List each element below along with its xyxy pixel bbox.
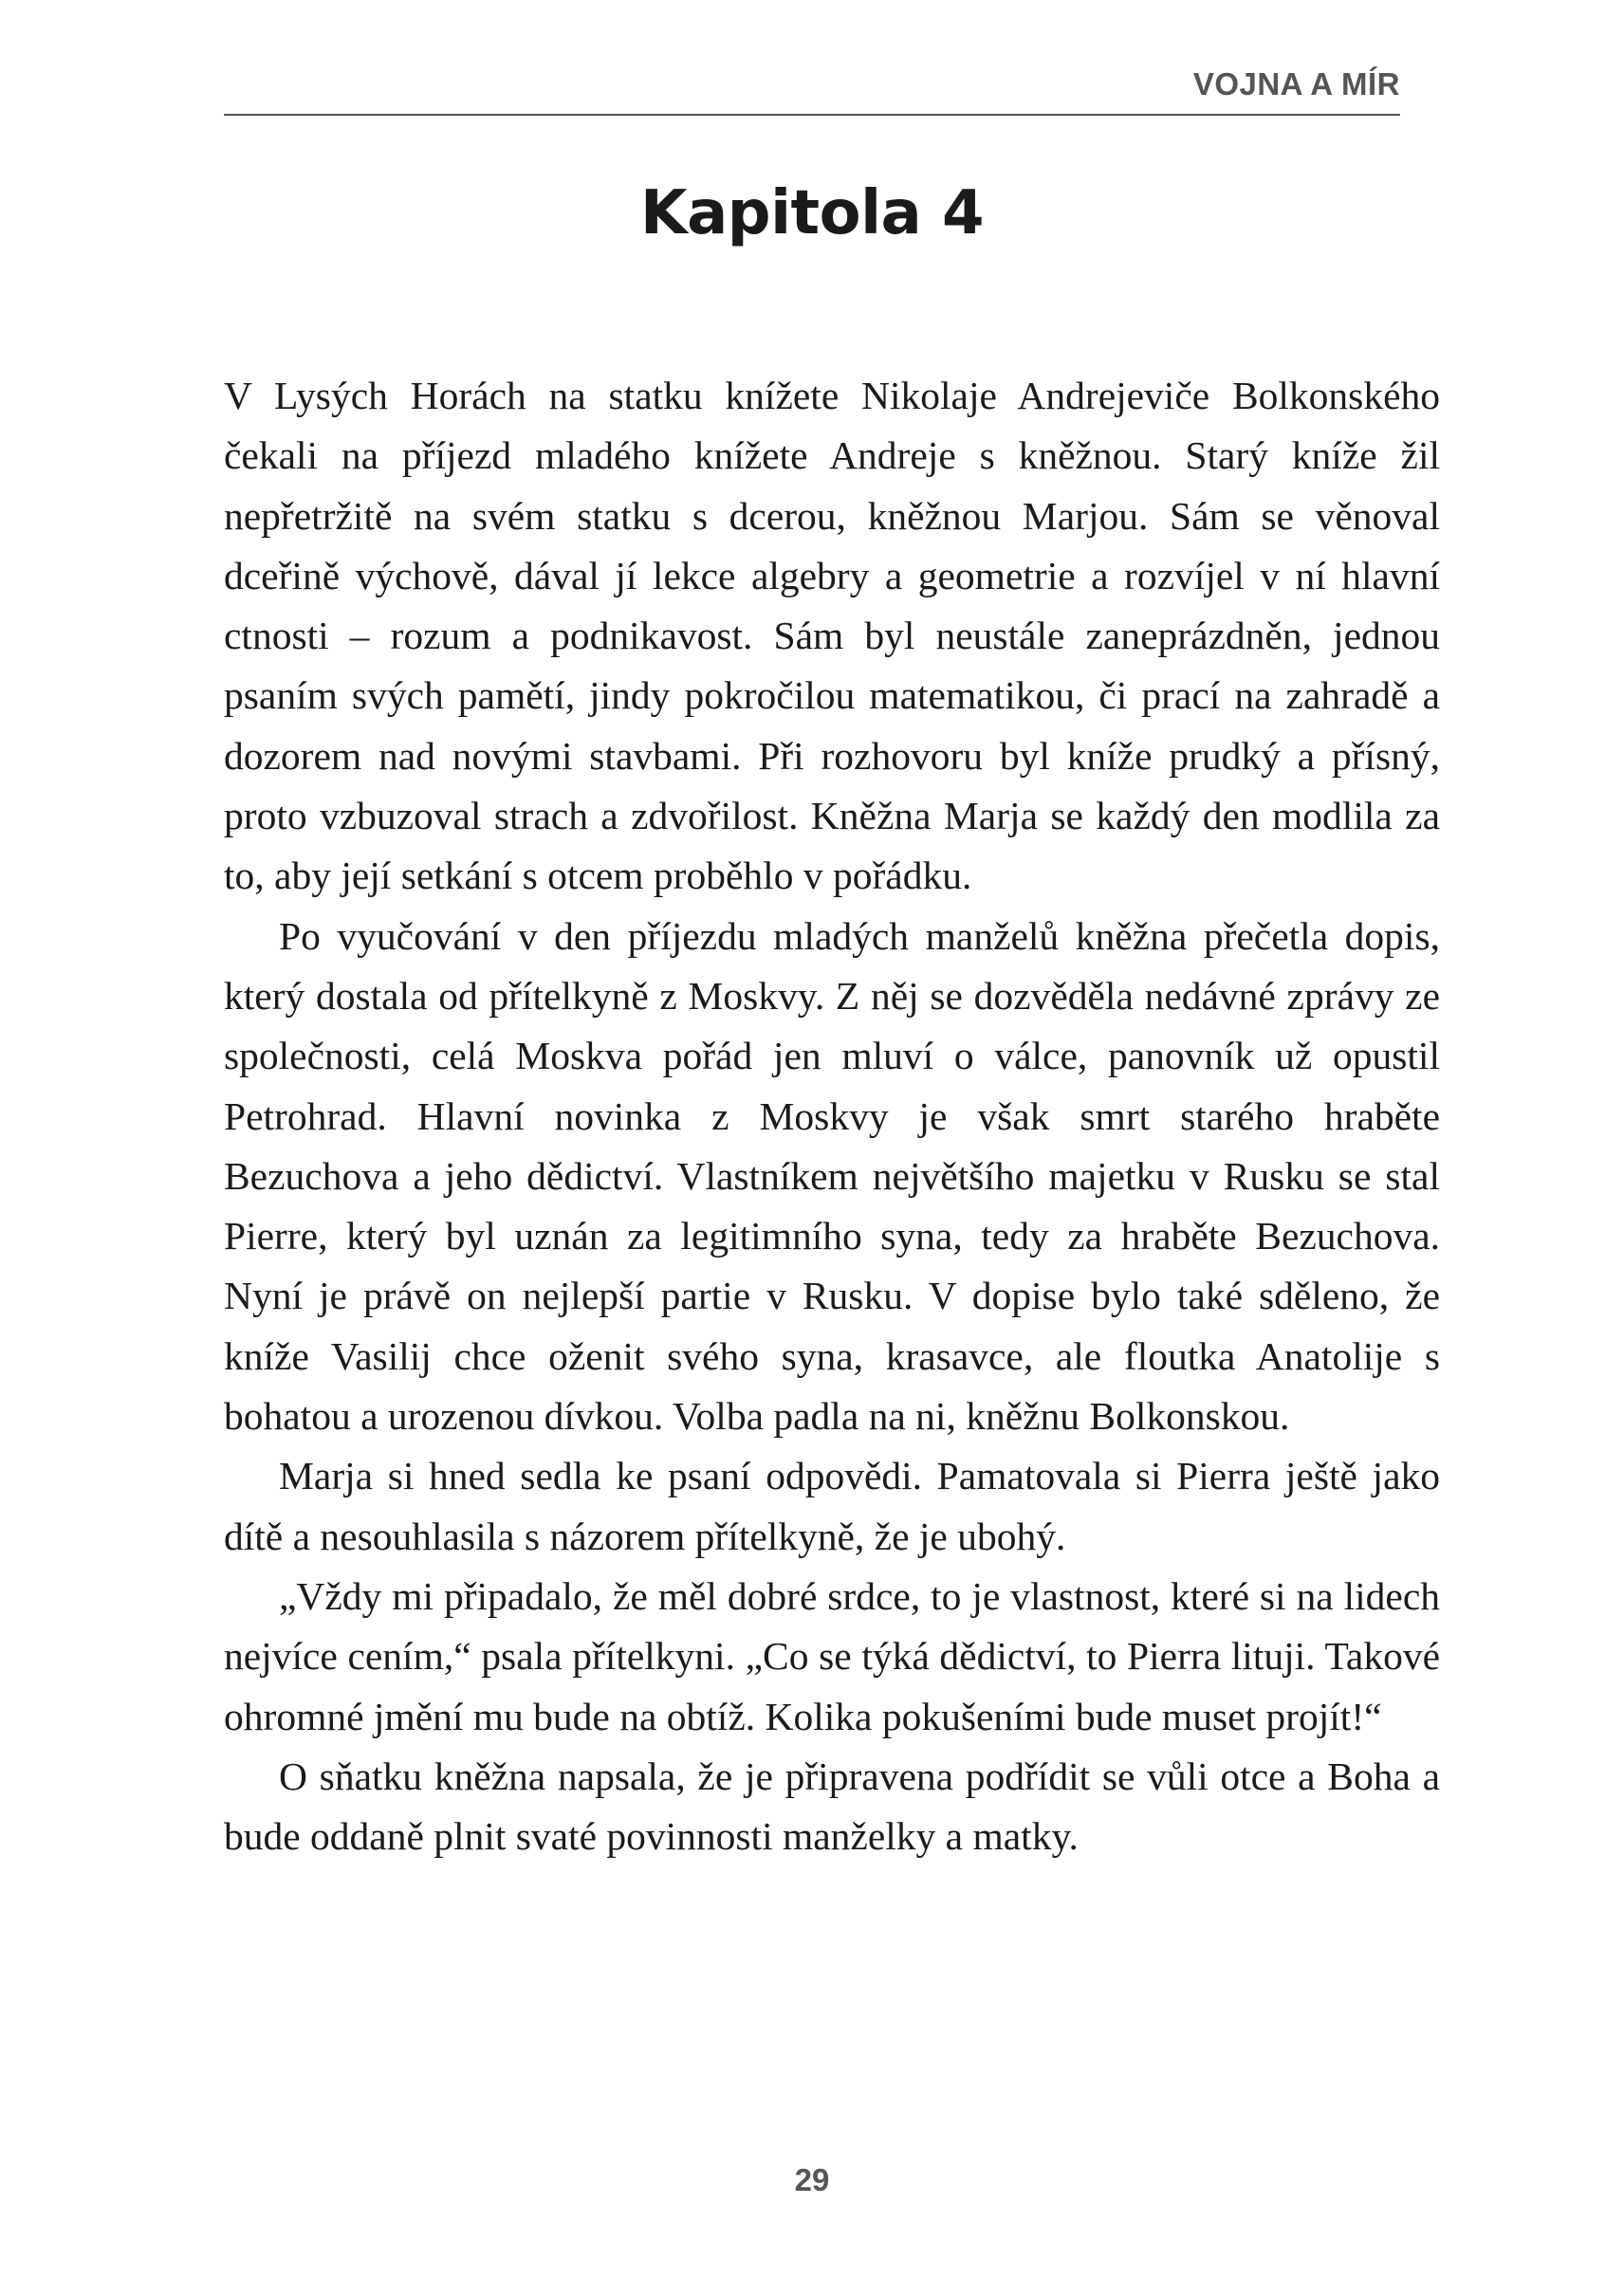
paragraph-4: „Vždy mi připadalo, že měl dobré srdce, to je vlastnost, které si na lidech nejvíce cením,“ psala přítelkyni. „Co se týká dědictví, to Pierra lituji. Takové ohromné jmění mu bude na obtíž. Kolika pokušeními bude muset projít!“ [224,1573,1440,1738]
running-header [224,61,1400,116]
paragraph-1: V Lysých Horách na statku knížete Nikolaje Andrejeviče Bolkonského čekali na příjezd mladého knížete Andreje s kněžnou. Starý kníže žil nepřetržitě na svém statku s dcerou, kněžnou Marjou. Sám se věnoval dceřině výchově, dával jí lekce algebry a geometrie a rozvíjel v ní hlavní ctnosti – rozum a podnikavost. Sám byl neustále zaneprázdněn, jednou psaním svých pamětí, jindy pokročilou matematikou, či prací na zahradě a dozorem nad novými stavbami. Při rozhovoru byl kníže prudký a přísný, proto vzbuzoval strach a zdvořilost. Kněžna Marja se každý den modlila za to, aby její setkání s otcem proběhlo v pořádku. [224,374,1440,898]
page-number: 29 [794,2162,830,2197]
running-title: VOJNA A MÍR [1192,66,1400,101]
paragraph-2: Po vyučování v den příjezdu mladých manželů kněžna přečetla dopis, který dostala od přítelkyně z Moskvy. Z něj se dozvěděla nedávné zprávy ze společnosti, celá Moskva pořád jen mluví o válce, panovník už opustil Petrohrad. Hlavní novinka z Moskvy je však smrt starého hraběte Bezuchova a jeho dědictví. Vlastníkem největšího majetku v Rusku se stal Pierre, který byl uznán za legitimního syna, tedy za hraběte Bezuchova. Nyní je právě on nejlepší partie v Rusku. V dopise bylo také sděleno, že kníže Vasilij chce oženit svého syna, krasavce, ale floutka Anatolije s bohatou a urozenou dívkou. Volba padla na ni, kněžnu Bolkonskou. [224,913,1440,1439]
chapter-title: Kapitola 4 [639,178,985,248]
paragraph-5: O sňatku kněžna napsala, že je připravena podřídit se vůli otce a Boha a bude oddaně plnit svaté povinnosti manželky a matky. [224,1754,1440,1859]
chapter-body [224,366,1440,1866]
paragraph-3: Marja si hned sedla ke psaní odpovědi. Pamatovala si Pierra ještě jako dítě a nesouhlasila s názorem přítelkyně, že je ubohý. [224,1454,1440,1558]
